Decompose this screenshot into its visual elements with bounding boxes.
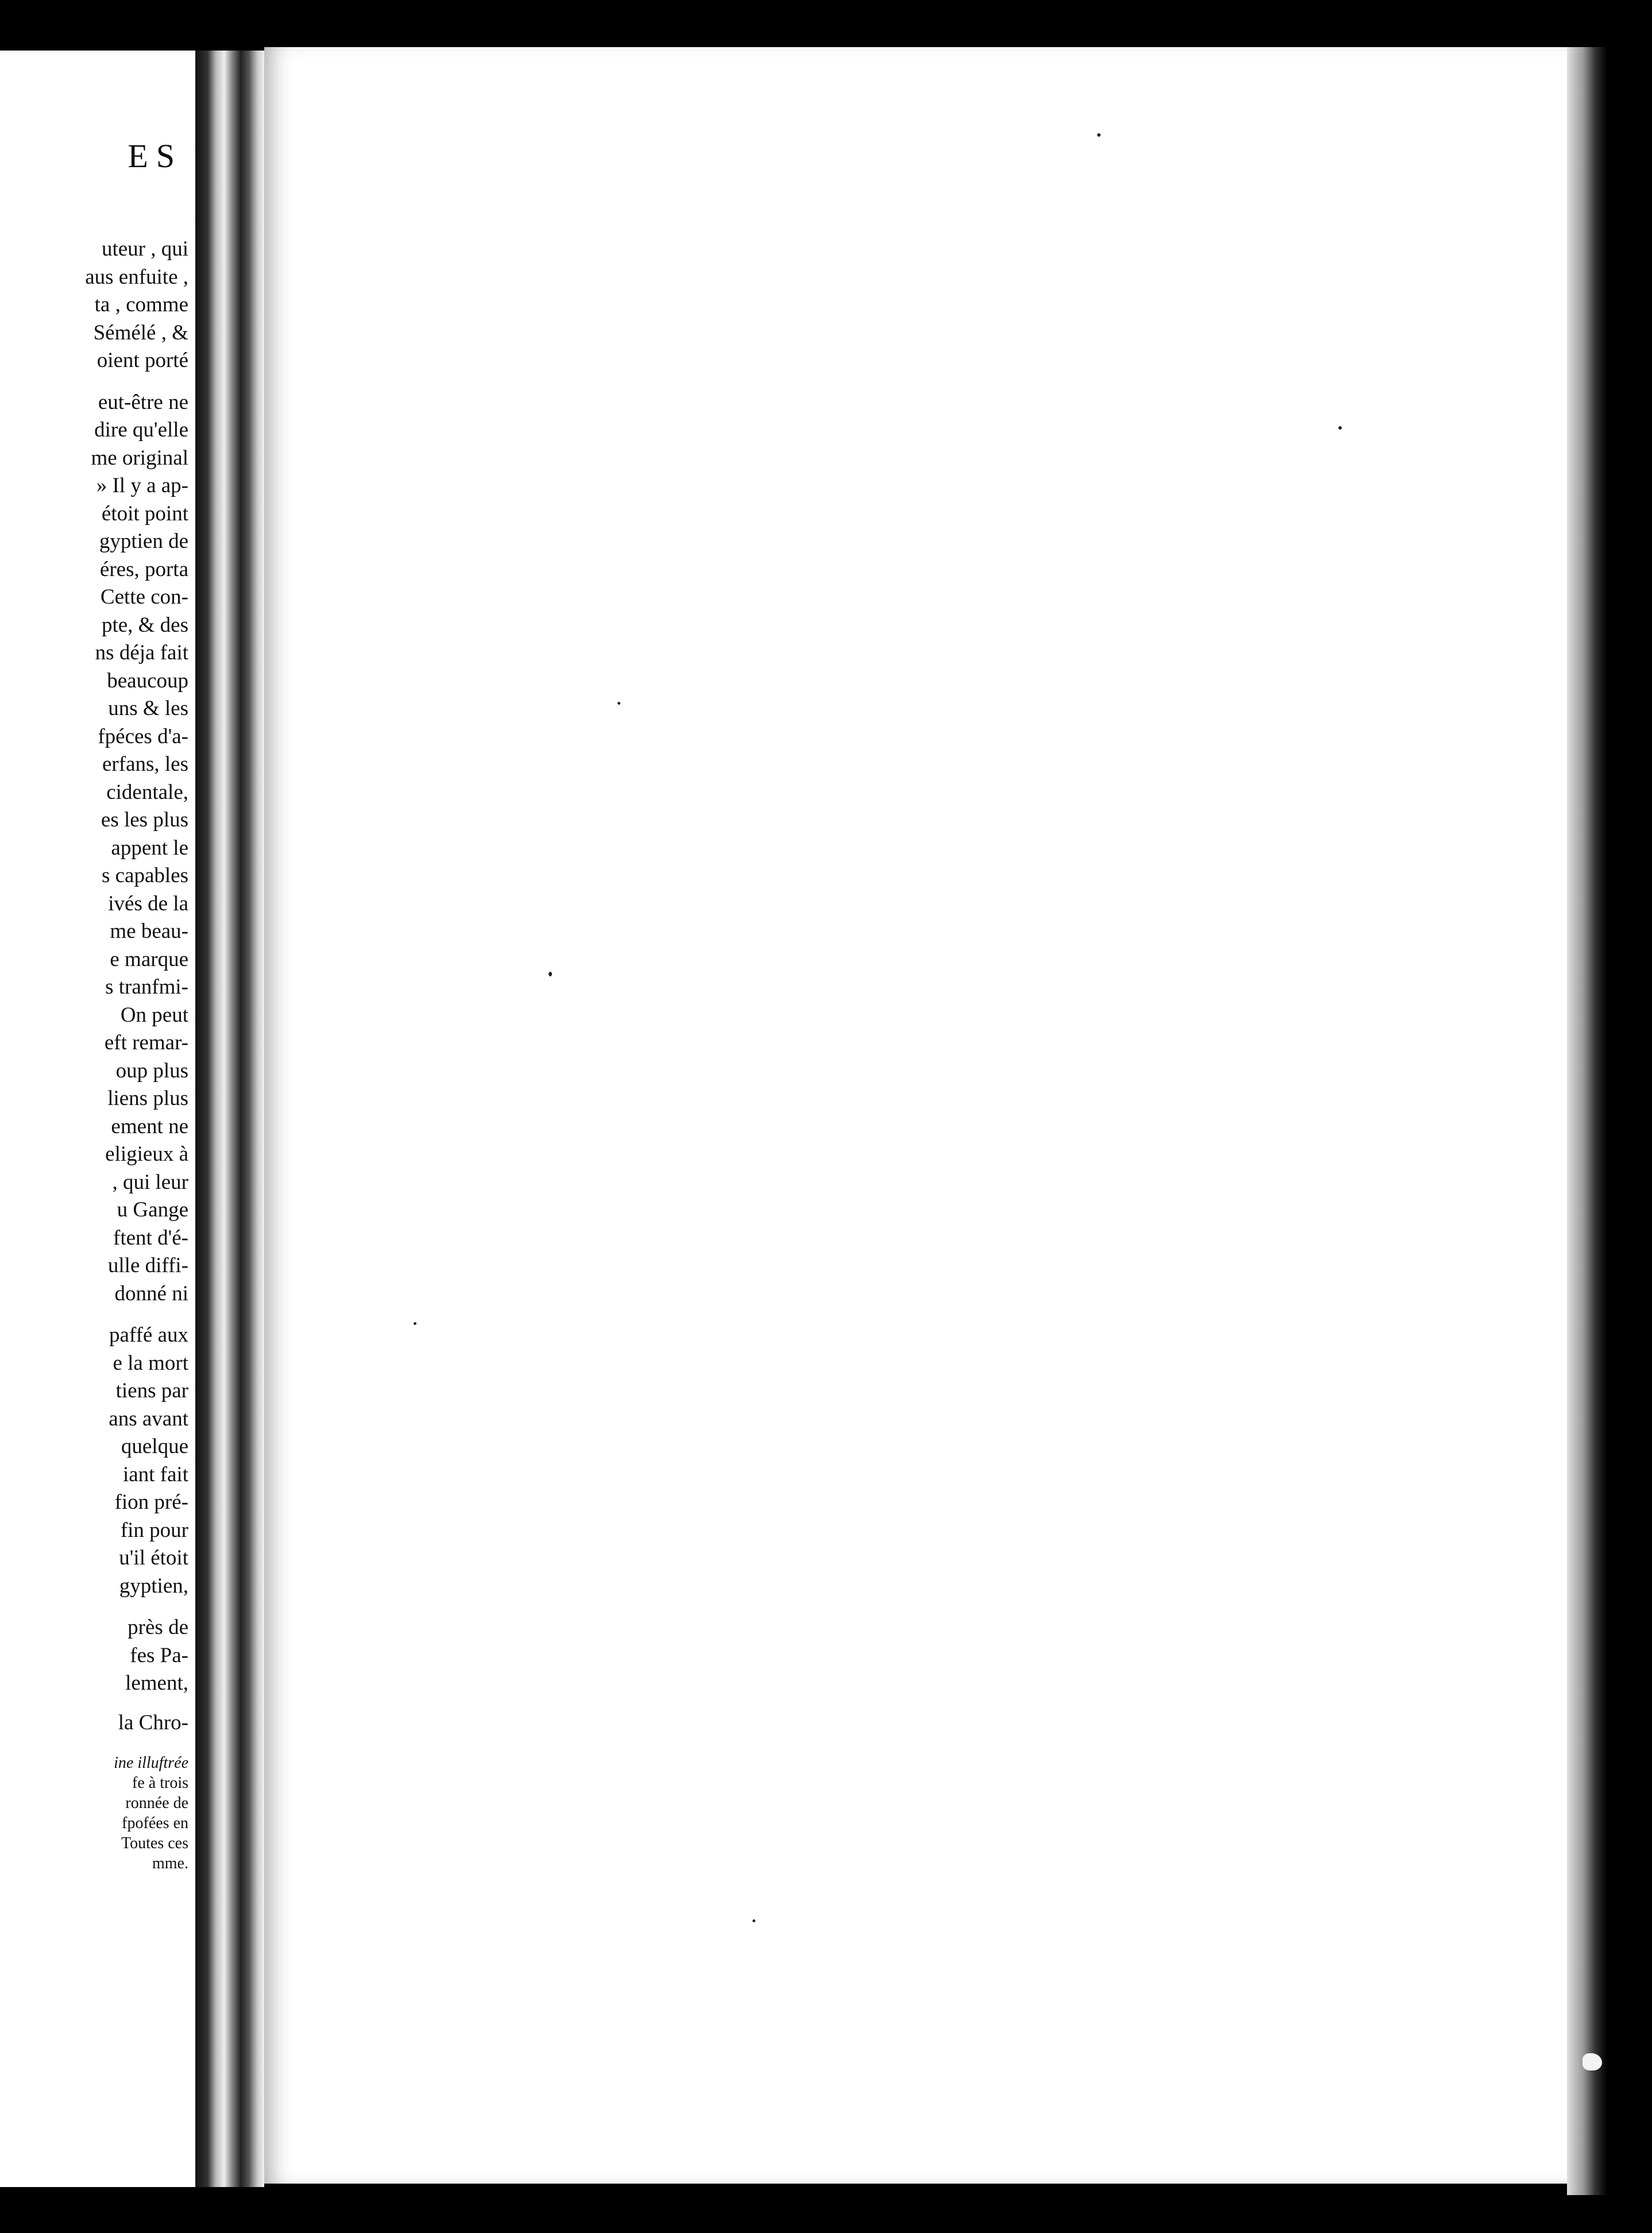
text-line: dire qu'elle [94, 418, 188, 442]
text-line: donné ni [114, 1281, 188, 1305]
text-line: uns & les [108, 697, 188, 720]
text-line: éres, porta [99, 557, 188, 581]
text-line: ns déja fait [95, 641, 188, 665]
book-gutter [195, 51, 264, 2187]
book-fore-edge [1567, 47, 1607, 2195]
text-line: On peut [120, 1003, 188, 1027]
note-line: la Chro- [118, 1710, 188, 1734]
text-line: iant fait [122, 1462, 188, 1486]
text-line: » Il y a ap- [96, 474, 188, 497]
text-line: pte, & des [101, 613, 188, 637]
running-head: ES [128, 137, 183, 175]
paper-speck [752, 1919, 755, 1922]
text-line: fes Pa- [130, 1643, 188, 1667]
text-line: Cette con- [100, 585, 188, 609]
footnote-line: ine illuftrée [114, 1754, 188, 1772]
text-line: es les plus [101, 808, 188, 832]
text-line: Sémélé , & [93, 320, 188, 345]
text-line: u Gange [117, 1198, 188, 1222]
text-line: liens plus [107, 1087, 188, 1110]
text-line: oup plus [115, 1058, 188, 1083]
paper-speck [617, 702, 620, 705]
text-line: eut-être ne [98, 390, 188, 414]
footnote-line: ronnée de [125, 1794, 188, 1812]
paper-speck [549, 972, 552, 976]
left-page [0, 51, 195, 2187]
footnote-line: fpofées en [122, 1814, 188, 1832]
text-line: uteur , qui [101, 237, 188, 261]
right-blank-page [264, 47, 1567, 2184]
paper-speck [1097, 133, 1101, 137]
footnote-line: fe à trois [132, 1774, 188, 1792]
paper-speck [414, 1322, 416, 1325]
text-line: cidentale, [106, 780, 188, 804]
text-line: e marque [110, 947, 188, 971]
text-line: eligieux à [105, 1142, 188, 1166]
text-line: oient porté [97, 349, 188, 372]
text-line: fpéces d'a- [98, 724, 188, 748]
text-line: ans avant [109, 1407, 188, 1431]
text-line: aus enfuite , [85, 265, 188, 289]
text-line: , qui leur [112, 1170, 188, 1194]
body-text [0, 235, 188, 1873]
text-line: lement, [125, 1671, 188, 1695]
text-line: erfans, les [102, 752, 188, 776]
text-line: paffé aux [109, 1323, 188, 1347]
text-line: beaucoup [107, 669, 188, 693]
text-line: étoit point [101, 501, 188, 526]
text-line: tiens par [115, 1379, 188, 1403]
paragraph-gap [0, 375, 188, 389]
text-line: fin pour [120, 1518, 188, 1542]
text-line: gyptien, [119, 1574, 188, 1598]
text-line: me original [91, 446, 188, 470]
text-line: ta , comme [94, 293, 188, 316]
footnote-line: Toutes ces [121, 1834, 188, 1852]
paper-blot [1582, 2053, 1602, 2070]
text-line: u'il étoit [119, 1546, 188, 1570]
text-line: ftent d'é- [113, 1226, 188, 1250]
text-line: me beau- [110, 920, 188, 943]
paper-speck [1338, 426, 1342, 430]
text-line: s tranfmi- [105, 975, 188, 999]
paragraph-gap [0, 1600, 188, 1614]
text-line: eft remar- [104, 1031, 188, 1054]
text-line: e la mort [113, 1351, 188, 1375]
text-line: ivés de la [108, 891, 188, 915]
text-line: quelque [121, 1435, 188, 1458]
text-line: gyptien de [99, 530, 188, 553]
text-line: s capables [101, 864, 188, 887]
footnote-line: mme. [152, 1855, 188, 1872]
text-line: ulle diffi- [107, 1254, 188, 1277]
text-line: appent le [111, 836, 188, 860]
text-line: ement ne [111, 1114, 188, 1138]
text-line: près de [128, 1616, 188, 1639]
paragraph-gap [0, 1308, 188, 1322]
text-line: fion pré- [114, 1490, 188, 1514]
